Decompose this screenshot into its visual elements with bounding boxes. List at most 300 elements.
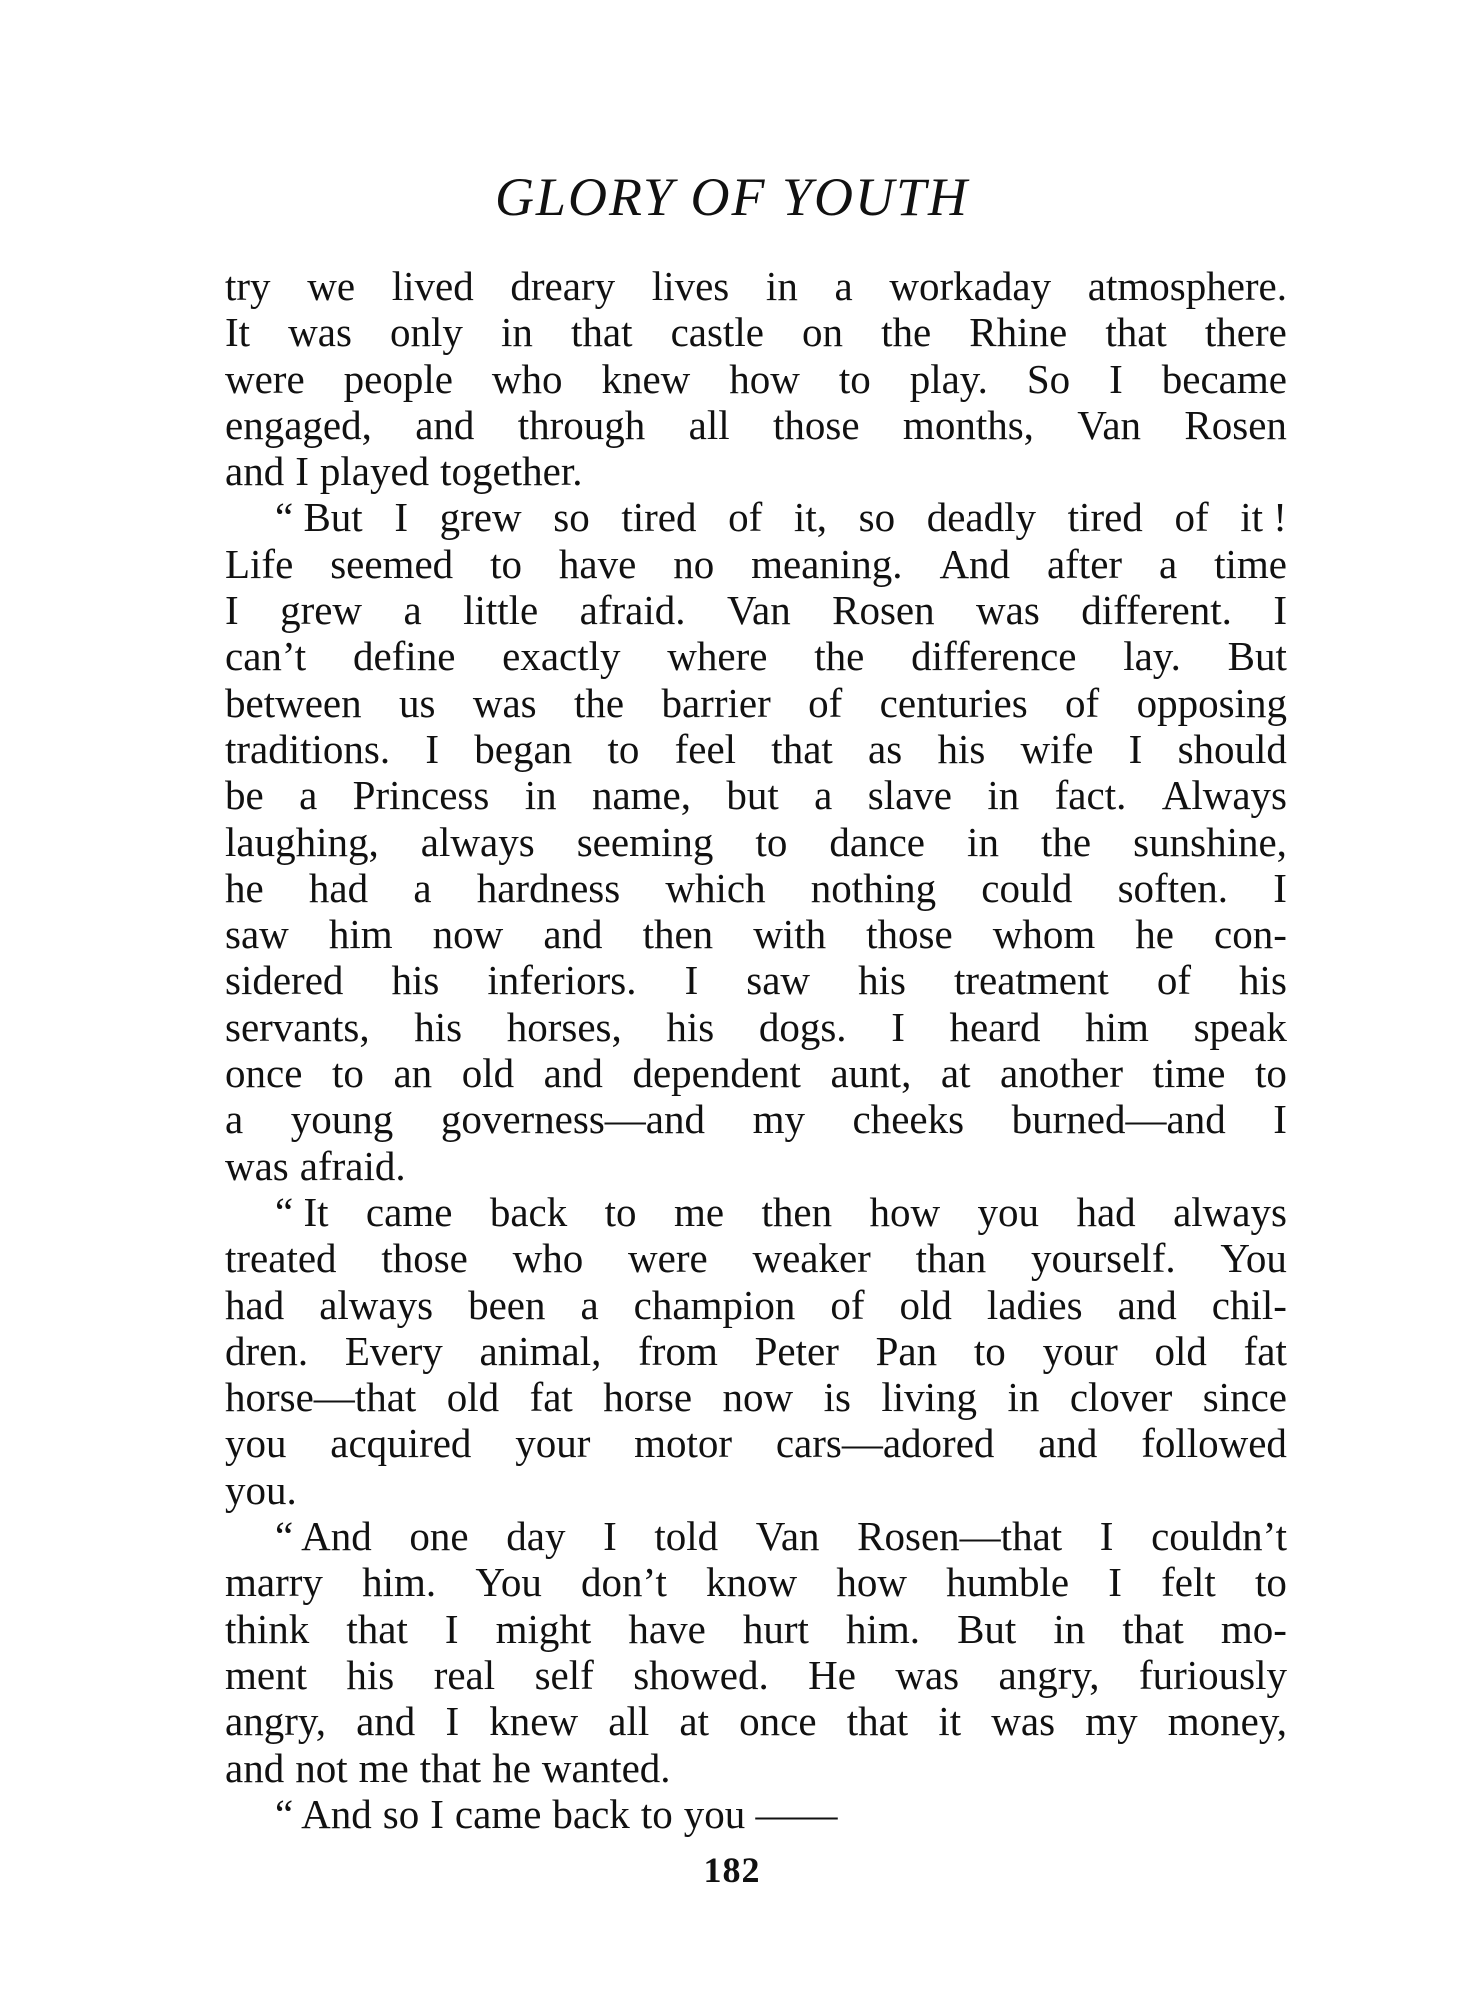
word: Van <box>726 587 791 634</box>
word: came <box>365 1188 453 1235</box>
word: I <box>295 448 309 495</box>
text-line <box>225 1559 1287 1605</box>
word: me <box>358 1744 409 1791</box>
word: then <box>642 911 714 958</box>
word: between <box>225 679 362 726</box>
word: speak <box>1193 1003 1287 1050</box>
word: no <box>673 540 715 587</box>
word: hurt <box>742 1605 809 1652</box>
word: to <box>607 725 640 772</box>
word: Rosen <box>832 587 935 634</box>
word: you. <box>225 1466 297 1513</box>
word: to <box>838 355 871 402</box>
word: opposing <box>1136 679 1287 726</box>
word: cheeks <box>852 1096 965 1143</box>
word: he <box>492 1744 531 1791</box>
word: as <box>868 725 903 772</box>
word: how <box>836 1559 907 1606</box>
word: difference <box>911 633 1077 680</box>
word: laughing, <box>225 818 379 865</box>
word: people <box>343 355 453 402</box>
word: grew <box>439 494 522 541</box>
word: whom <box>992 911 1096 958</box>
word: different. <box>1081 587 1232 634</box>
word: him <box>328 911 393 958</box>
word: couldn’t <box>1151 1513 1287 1560</box>
text-line <box>225 1467 1287 1513</box>
word: the <box>814 633 865 680</box>
word: we <box>307 263 356 309</box>
text-line <box>225 1606 1287 1652</box>
word: his <box>346 1651 395 1698</box>
word: I <box>1108 1559 1122 1606</box>
word: how <box>869 1188 941 1235</box>
word: of <box>808 679 843 726</box>
word: a <box>299 772 318 819</box>
text-line <box>225 680 1287 726</box>
word: at <box>940 1050 971 1097</box>
word: that <box>846 1698 909 1745</box>
word: animal, <box>479 1327 602 1374</box>
word: dogs. <box>758 1003 847 1050</box>
word: my <box>1085 1698 1138 1745</box>
word: showed. <box>633 1651 769 1698</box>
word: think <box>225 1605 310 1652</box>
word: yourself. <box>1031 1235 1176 1282</box>
word: fact. <box>1054 772 1127 819</box>
word: his <box>1239 957 1287 1004</box>
word: wife <box>1020 725 1094 772</box>
word: horse—that <box>225 1374 417 1421</box>
word: us <box>398 679 436 726</box>
word: I <box>1128 725 1143 772</box>
word: barrier <box>661 679 771 726</box>
text-line <box>225 1374 1287 1420</box>
word: dren. <box>225 1327 309 1374</box>
running-title: GLORY OF YOUTH <box>494 167 970 227</box>
word: old <box>1154 1327 1207 1374</box>
word: time <box>1214 540 1287 587</box>
word: define <box>352 633 456 680</box>
text-line <box>225 402 1287 448</box>
word: ment <box>225 1651 307 1698</box>
word: you —— <box>683 1790 838 1837</box>
word: had <box>1076 1188 1136 1235</box>
word: dependent <box>632 1050 801 1097</box>
word: burned—and <box>1011 1096 1226 1143</box>
word: only <box>390 309 463 356</box>
word: “ It <box>275 1188 329 1235</box>
word: and <box>543 1050 603 1097</box>
word: I <box>684 957 699 1004</box>
word: back <box>552 1790 630 1837</box>
word: it <box>938 1698 962 1745</box>
word: wanted. <box>541 1744 671 1791</box>
word: old <box>899 1281 952 1328</box>
word: little <box>463 587 539 634</box>
word: champion <box>633 1281 796 1328</box>
word: who <box>491 355 563 402</box>
word: It <box>225 309 251 356</box>
word: saw <box>225 911 289 958</box>
word: I <box>1109 355 1123 402</box>
text-line <box>225 494 1287 540</box>
word: afraid. <box>579 587 686 634</box>
word: be <box>225 772 264 819</box>
word: but <box>726 772 779 819</box>
word: know <box>706 1559 798 1606</box>
word: which <box>665 864 766 911</box>
word: furiously <box>1138 1651 1287 1698</box>
word: Life <box>225 540 294 587</box>
word: castle <box>670 309 764 356</box>
word: try <box>225 263 271 309</box>
word: slave <box>867 772 952 819</box>
word: always <box>319 1281 434 1328</box>
word: I <box>1099 1513 1114 1560</box>
word: I <box>1273 587 1287 634</box>
word: Rhine <box>969 309 1068 356</box>
word: was <box>225 1142 289 1189</box>
word: young <box>290 1096 394 1143</box>
word: But <box>1227 633 1287 680</box>
word: Every <box>344 1327 443 1374</box>
word: play. <box>909 355 988 402</box>
word: inferiors. <box>487 957 637 1004</box>
word: and <box>356 1698 416 1745</box>
body-text <box>225 263 1287 1837</box>
word: once <box>225 1050 303 1097</box>
word: and <box>1117 1281 1177 1328</box>
word: there <box>1204 309 1287 356</box>
word: him. <box>845 1605 920 1652</box>
word: Van <box>755 1513 820 1560</box>
word: always <box>420 818 535 865</box>
word: was <box>288 309 352 356</box>
text-line <box>225 957 1287 1003</box>
word: from <box>638 1327 718 1374</box>
word: sidered <box>225 957 344 1004</box>
word: But <box>957 1605 1017 1652</box>
word: he <box>1135 911 1174 958</box>
text-line <box>225 911 1287 957</box>
word: you <box>225 1420 287 1467</box>
word: of <box>1065 679 1100 726</box>
text-line <box>225 1513 1287 1559</box>
text-line <box>225 1652 1287 1698</box>
word: lay. <box>1123 633 1181 680</box>
word: came <box>454 1790 542 1837</box>
word: to <box>1255 1050 1287 1097</box>
word: fat <box>529 1374 573 1421</box>
word: a <box>413 864 432 911</box>
word: to <box>1254 1559 1287 1606</box>
word: his <box>937 725 986 772</box>
word: his <box>391 957 440 1004</box>
word: old <box>461 1050 515 1097</box>
word: have <box>628 1605 706 1652</box>
word: can’t <box>225 633 307 680</box>
word: in <box>987 772 1020 819</box>
word: your <box>515 1420 591 1467</box>
word: self <box>534 1651 594 1698</box>
word: And <box>939 540 1011 587</box>
word: who <box>512 1235 584 1282</box>
word: con- <box>1214 911 1287 958</box>
word: Rosen—that <box>857 1513 1063 1560</box>
word: all <box>688 401 730 448</box>
text-line <box>225 633 1287 679</box>
word: tired <box>1067 494 1143 541</box>
word: treatment <box>953 957 1109 1004</box>
text-line <box>225 1096 1287 1142</box>
text-line <box>225 541 1287 587</box>
word: “ But <box>275 494 363 541</box>
word: lived <box>391 263 474 309</box>
text-line <box>225 1698 1287 1744</box>
word: the <box>574 679 625 726</box>
word: and <box>415 401 475 448</box>
word: Princess <box>352 772 490 819</box>
word: I <box>1273 1096 1287 1143</box>
word: been <box>468 1281 546 1328</box>
word: felt <box>1161 1559 1216 1606</box>
text-line <box>225 865 1287 911</box>
word: once <box>739 1698 817 1745</box>
word: chil- <box>1211 1281 1287 1328</box>
word: a <box>834 263 853 309</box>
word: weaker <box>752 1235 871 1282</box>
word: I <box>1273 864 1287 911</box>
word: back <box>489 1188 568 1235</box>
word: I <box>394 494 408 541</box>
word: all <box>608 1698 650 1745</box>
word: Van <box>1077 401 1142 448</box>
word: time <box>1152 1050 1226 1097</box>
word: that <box>771 725 833 772</box>
word: I <box>430 1790 444 1837</box>
word: name, <box>591 772 692 819</box>
word: don’t <box>581 1559 667 1606</box>
word: in <box>967 818 999 865</box>
word: in <box>765 263 798 309</box>
word: nothing <box>810 864 937 911</box>
word: Rosen <box>1184 401 1287 448</box>
word: day <box>506 1513 566 1560</box>
word: afraid. <box>299 1142 406 1189</box>
word: So <box>1026 355 1071 402</box>
word: with <box>753 911 827 958</box>
word: treated <box>225 1235 337 1282</box>
word: knew <box>489 1698 579 1745</box>
word: a <box>580 1281 599 1328</box>
word: angry, <box>998 1651 1100 1698</box>
word: Pan <box>875 1327 938 1374</box>
word: atmosphere. <box>1087 263 1287 309</box>
word: meaning. <box>751 540 903 587</box>
word: soften. <box>1117 864 1229 911</box>
word: him <box>1085 1003 1149 1050</box>
word: in <box>1007 1374 1040 1421</box>
word: now <box>722 1374 794 1421</box>
word: in <box>501 309 533 356</box>
word: at <box>679 1698 709 1745</box>
word: to <box>640 1790 673 1837</box>
word: aunt, <box>830 1050 912 1097</box>
word: to <box>490 540 522 587</box>
word: his <box>858 957 906 1004</box>
word: his <box>414 1003 463 1050</box>
word: not <box>295 1744 348 1791</box>
word: was <box>472 679 537 726</box>
word: Always <box>1161 772 1287 819</box>
word: my <box>752 1096 805 1143</box>
word: I <box>445 1698 460 1745</box>
word: were <box>225 355 305 402</box>
word: of <box>728 494 763 541</box>
text-line <box>225 819 1287 865</box>
page-number: 182 <box>703 1850 761 1890</box>
word: engaged, <box>225 401 372 448</box>
word: in <box>1053 1605 1086 1652</box>
word: horse <box>603 1374 693 1421</box>
word: an <box>393 1050 433 1097</box>
word: and <box>225 1744 285 1791</box>
word: your <box>1042 1327 1118 1374</box>
word: traditions. <box>225 725 391 772</box>
word: and <box>1038 1420 1098 1467</box>
word: I <box>891 1003 905 1050</box>
word: those <box>773 401 860 448</box>
word: that <box>1105 309 1167 356</box>
word: deadly <box>926 494 1037 541</box>
word: on <box>802 309 844 356</box>
word: mo- <box>1220 1605 1287 1652</box>
word: hardness <box>476 864 621 911</box>
text-line <box>225 1143 1287 1189</box>
word: you <box>977 1188 1040 1235</box>
word: dance <box>829 818 925 865</box>
word: exactly <box>502 633 621 680</box>
word: “ And <box>275 1790 372 1837</box>
word: should <box>1177 725 1287 772</box>
word: that <box>1122 1605 1184 1652</box>
text-line <box>225 1004 1287 1050</box>
text-line <box>225 448 1287 494</box>
word: me <box>673 1188 725 1235</box>
word: have <box>558 540 637 587</box>
word: seemed <box>330 540 454 587</box>
word: governess—and <box>440 1096 705 1143</box>
word: is <box>823 1374 851 1421</box>
word: then <box>761 1188 833 1235</box>
word: became <box>1161 355 1287 402</box>
word: one <box>409 1513 469 1560</box>
word: had <box>308 864 369 911</box>
text-line <box>225 1050 1287 1096</box>
word: those <box>381 1235 468 1282</box>
word: I <box>225 587 239 634</box>
word: his <box>666 1003 715 1050</box>
word: humble <box>946 1559 1070 1606</box>
word: tired <box>621 494 697 541</box>
word: to <box>755 818 788 865</box>
text-line <box>225 1791 1287 1837</box>
word: ladies <box>986 1281 1083 1328</box>
word: Peter <box>754 1327 839 1374</box>
word: began <box>474 725 573 772</box>
word: angry, <box>225 1698 326 1745</box>
word: played <box>319 448 430 495</box>
word: it ! <box>1240 494 1287 541</box>
word: that <box>346 1605 408 1652</box>
word: now <box>432 911 504 958</box>
word: the <box>1041 818 1092 865</box>
word: grew <box>280 587 363 634</box>
word: horses, <box>506 1003 622 1050</box>
word: were <box>628 1235 708 1282</box>
word: the <box>881 309 932 356</box>
word: marry <box>225 1559 323 1606</box>
word: might <box>495 1605 592 1652</box>
word: how <box>729 355 800 402</box>
word: clover <box>1069 1374 1173 1421</box>
word: of <box>1156 957 1191 1004</box>
word: than <box>915 1235 987 1282</box>
word: and <box>225 448 285 495</box>
word: money, <box>1167 1698 1287 1745</box>
word: and <box>543 911 603 958</box>
word: knew <box>601 355 691 402</box>
word: old <box>446 1374 500 1421</box>
word: lives <box>651 263 730 309</box>
word: workaday <box>889 263 1052 309</box>
text-line <box>225 356 1287 402</box>
text-line <box>225 309 1287 355</box>
word: told <box>654 1513 719 1560</box>
word: I <box>425 725 440 772</box>
word: him. <box>362 1559 437 1606</box>
word: that <box>419 1744 482 1791</box>
word: was <box>991 1698 1056 1745</box>
word: dreary <box>510 263 616 309</box>
word: real <box>433 1651 496 1698</box>
text-line <box>225 1328 1287 1374</box>
word: months, <box>902 401 1034 448</box>
word: a <box>1158 540 1178 587</box>
word: a <box>814 772 833 819</box>
word: that <box>571 309 633 356</box>
word: always <box>1173 1188 1287 1235</box>
word: centuries <box>879 679 1028 726</box>
word: in <box>524 772 557 819</box>
word: feel <box>674 725 737 772</box>
word: “ And <box>275 1513 372 1560</box>
text-line <box>225 587 1287 633</box>
word: seeming <box>576 818 714 865</box>
word: followed <box>1141 1420 1287 1467</box>
word: to <box>973 1327 1006 1374</box>
word: so <box>858 494 896 541</box>
word: a <box>225 1096 244 1143</box>
word: saw <box>746 957 811 1004</box>
word: through <box>517 401 646 448</box>
word: a <box>403 587 422 634</box>
word: I <box>603 1513 617 1560</box>
text-line <box>225 1745 1287 1791</box>
word: acquired <box>330 1420 472 1467</box>
word: to <box>331 1050 364 1097</box>
